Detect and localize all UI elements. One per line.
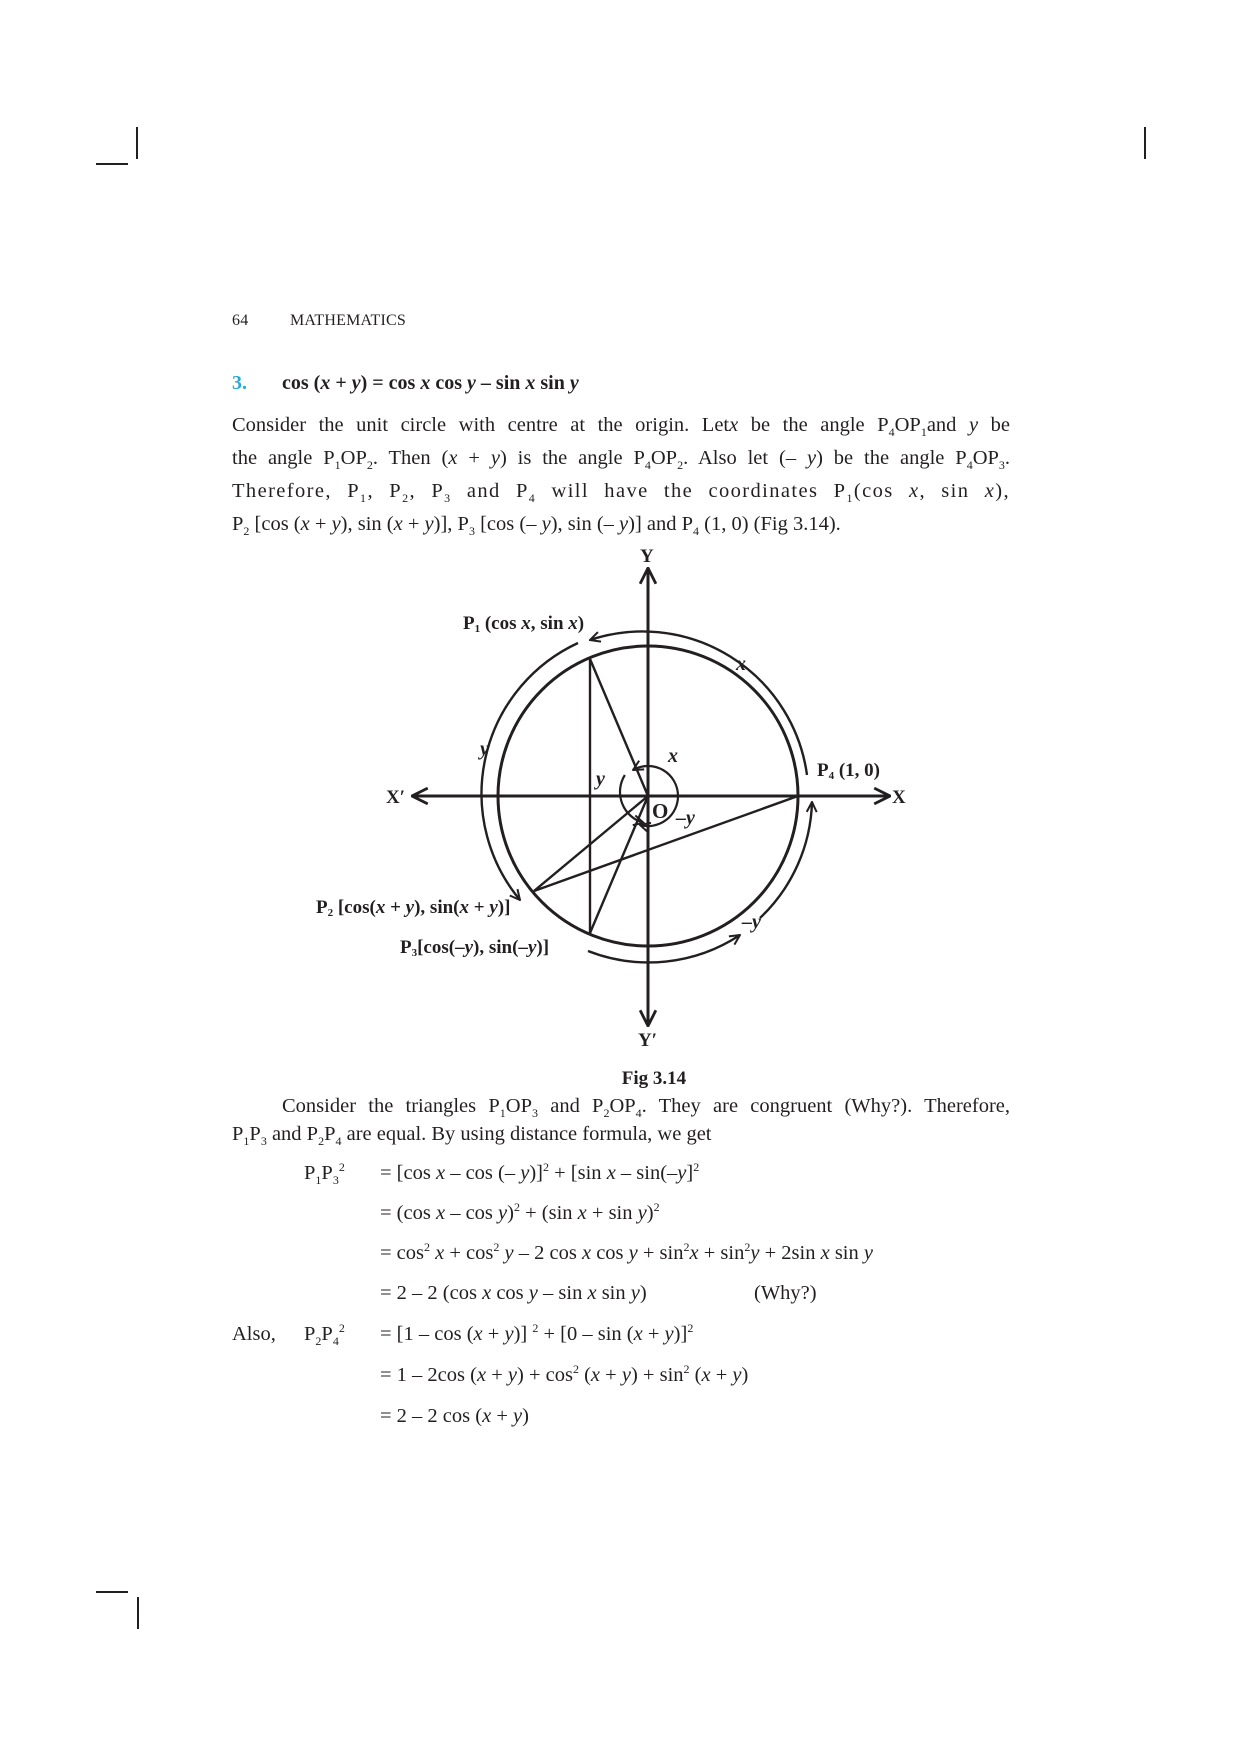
intro-line-1: Consider the unit circle with centre at the origin. Letx be the angle $P_4OP_1and$ y be [232,414,1010,439]
arc-minus-y-label: –y [742,911,761,933]
intro-line-4: $P_2$ [cos (x + y), sin (x + y)], $P_3$ [cos (– y), sin (– y)] and $P_4$ (1, 0) (Fig 3.14). [232,513,841,538]
derivation-2-step-2: = 1 – 2cos $(x + y) + \cos^2 (x + y) + \sin^2 (x + y)$ [380,1362,749,1386]
derivation-1-step-3: = $\cos^2 x + \cos^2 y - 2$ cos x $\cos y + \sin^2x + \sin^2y + 2\sin$ x sin y [380,1240,873,1264]
p2-label: P2 [cos(x + y), sin(x + y)] [316,897,511,919]
derivation-2-lhs: $P_2P_4^2$ [304,1321,345,1348]
intro-line-2: the angle $P_1OP_2$. Then (x + y) is the angle $P_4OP_2$. Also let (– y) be the angle $P_4OP_3$. [232,447,1011,472]
crop-mark-bottom-left-vertical [137,1597,139,1629]
running-title: MATHEMATICS [290,312,406,329]
derivation-2-step-3: = 2 – 2 cos (x + y) [380,1405,529,1427]
intro-line-3: Therefore, $P_1$, $P_2$, $P_3$ and $P_4$ will have the coordinates $P_1(\cos$ x, sin x), [232,480,1011,505]
angle-x-label: x [668,745,678,767]
second-paragraph [232,1092,1010,1148]
y-axis-label: Y [640,546,654,567]
derivation-1-step-2: = (cos x – cos y)$^2$ + (sin x + sin y)$^2$ [380,1200,660,1224]
crop-mark-bottom-left-horizontal [96,1591,128,1593]
arc-x-label: x [736,653,746,675]
derivation-1-lhs: $P_1P_3^2$ [304,1160,345,1187]
angle-minus-y-label: –y [676,807,695,829]
p1-label: P1 (cos x, sin x) [463,613,585,635]
x-prime-axis-label: X′ [386,787,406,808]
y-prime-axis-label: Y′ [638,1030,658,1051]
second-line-1: Consider the triangles $P_1OP_3$ and $P_2OP_4$. They are congruent (Why?). Therefore, [282,1095,1010,1120]
section-identity: cos (x + y) = cos x cos y – sin x sin y [282,372,579,394]
arc-y-label: y [480,738,489,760]
derivation-2-step-1: = [1 – cos (x + y)] $^2 + [0 - \sin (x + y)]^2$ [380,1321,694,1345]
figure-caption: Fig 3.14 [621,1068,687,1089]
second-line-2: $P_1P_3$ and $P_2P_4$ are equal. By using distance formula, we get [232,1123,712,1148]
angle-arc-x [633,766,678,796]
angle-y-label: y [596,768,605,790]
segment-o-p3 [590,796,648,933]
derivation-1-step-4: = 2 – 2 (cos x cos y – sin x sin y) [380,1282,647,1304]
arc-minus-y [588,935,740,962]
arc-x [590,631,807,775]
arc-y [482,643,578,900]
p3-label: P3[cos(–y), sin(–y)] [400,937,550,959]
p4-label: P4 (1, 0) [817,760,881,782]
derivation-1-step-1: = [cos x – cos (– y)]$^2$ + [sin x – sin(–y]$^2$ [380,1160,700,1184]
x-axis-label: X [892,787,906,808]
derivation-2-prefix: Also, [232,1323,276,1345]
origin-label: O [652,799,669,823]
section-number: 3. [232,372,247,394]
derivation-1-note: (Why?) [754,1282,817,1304]
page-number: 64 [232,312,249,329]
